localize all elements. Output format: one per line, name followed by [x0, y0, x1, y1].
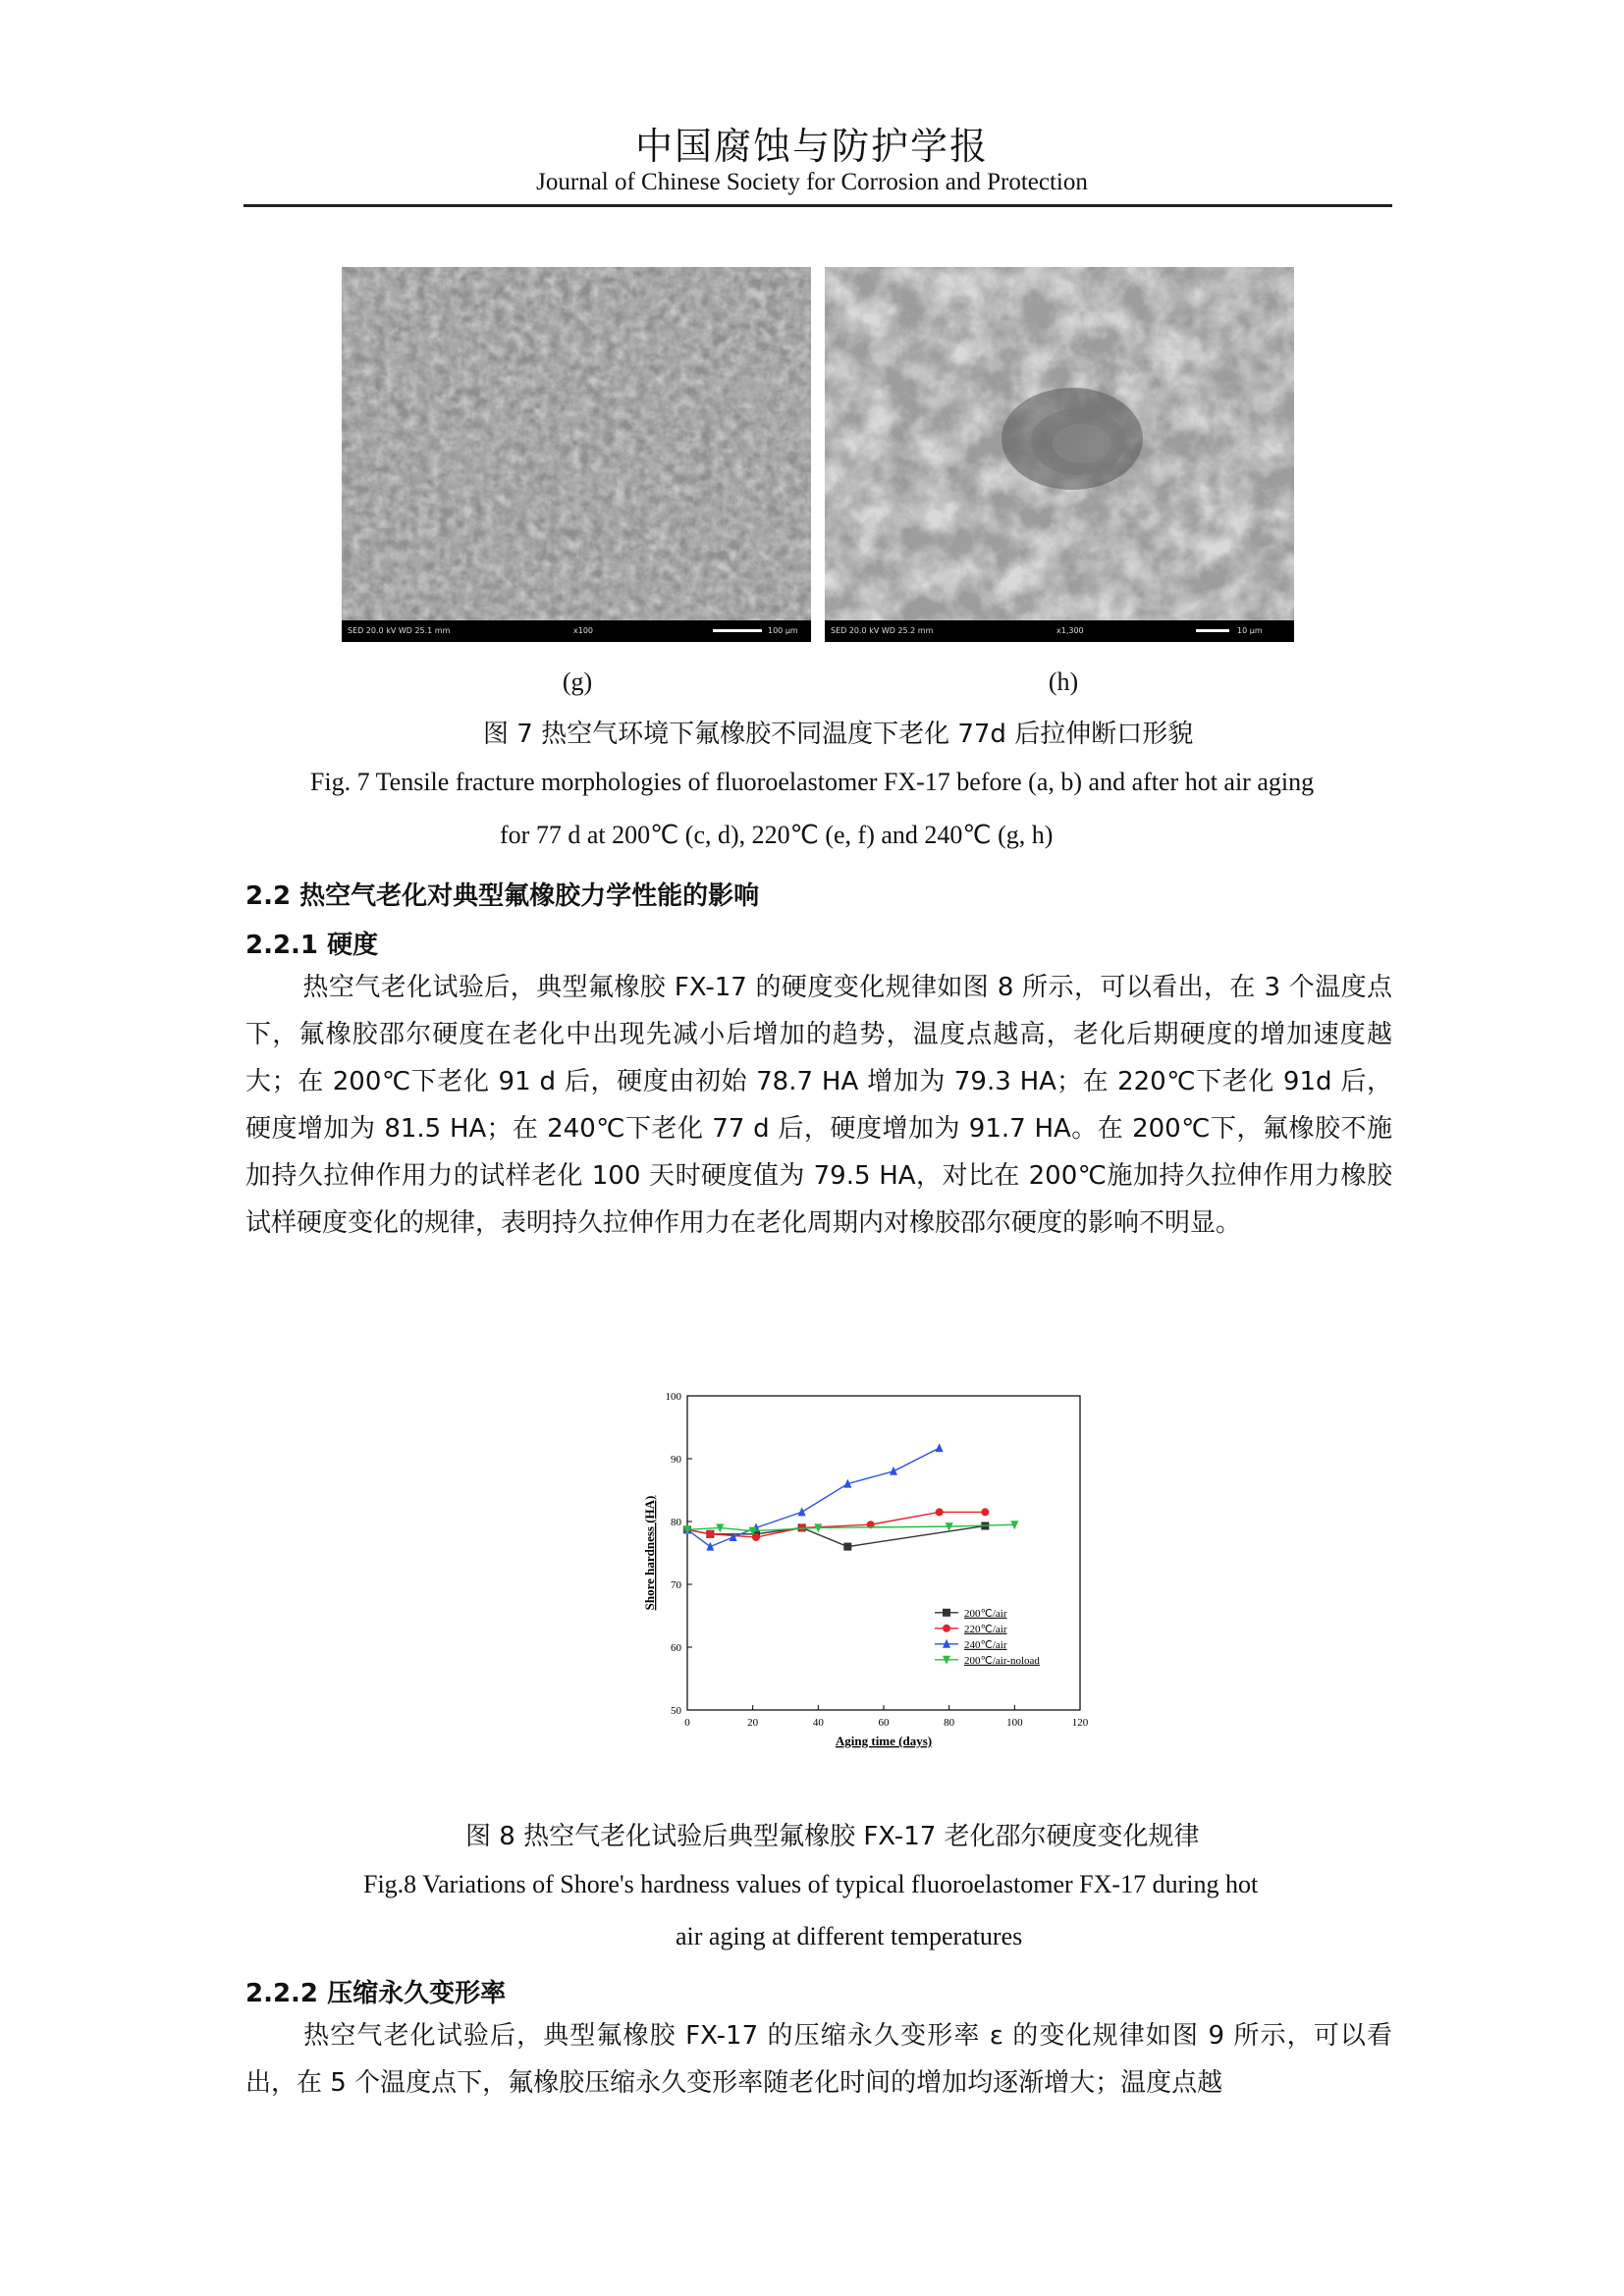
sem-mag-g: x100	[573, 626, 594, 635]
scale-bar-h	[1196, 629, 1229, 632]
fig7-caption-en-line1: Fig. 7 Tensile fracture morphologies of fluoroelastomer FX-17 before (a, b) and after hot air aging	[309, 768, 1315, 796]
y-tick-label-2: 70	[671, 1579, 681, 1591]
series-1-point-1	[706, 1530, 714, 1538]
y-axis-label: Shore hardness (HA)	[642, 1495, 657, 1611]
panel-label-h: (h)	[1048, 667, 1079, 696]
paragraph-hardness-text: 热空气老化试验后，典型氟橡胶 FX-17 的硬度变化规律如图 8 所示，可以看出，在 3 个温度点下，氟橡胶邵尔硬度在老化中出现先减小后增加的趋势，温度点越高，老化后期硬度的增加速度越大；在 200℃下老化 91 d 后，硬度由初始 78.7 HA 增加为 79.3 HA；在 220℃下老化 91d 后，硬度增加为 81.5 HA；在 240℃下老化 77 d 后，硬度增加为 91.7 HA。在 200℃下，氟橡胶不施加持久拉伸作用力的试样老化 100 天时硬度值为 79.5 HA，对比在 200℃施加持久拉伸作用力橡胶试样硬度变化的规律，表明持久拉伸作用力在老化周期内对橡胶邵尔硬度的影响不明显。	[245, 973, 1392, 1238]
legend-label-0: 200℃/air	[964, 1607, 1007, 1620]
sem-scale-h: 10 μm	[1237, 626, 1263, 635]
x-tick-label-5: 100	[1006, 1717, 1023, 1729]
y-tick-label-5: 100	[665, 1391, 681, 1403]
scale-bar-g	[713, 629, 762, 632]
series-1-point-5	[936, 1508, 944, 1516]
legend-label-2: 240℃/air	[964, 1638, 1007, 1651]
fig7-caption-cn: 图 7 热空气环境下氟橡胶不同温度下老化 77d 后拉伸断口形貌	[483, 720, 1194, 749]
x-tick-label-3: 60	[878, 1717, 890, 1729]
paragraph-hardness	[245, 964, 1392, 1247]
series-1-point-6	[981, 1508, 989, 1516]
x-tick-label-4: 80	[944, 1717, 955, 1729]
legend-label-3: 200℃/air-noload	[964, 1654, 1040, 1667]
sem-scale-g: 100 μm	[768, 626, 798, 635]
section-heading-2-2: 2.2 热空气老化对典型氟橡胶力学性能的影响	[245, 881, 760, 911]
x-tick-label-2: 40	[812, 1717, 824, 1729]
legend-marker-0	[943, 1609, 950, 1617]
series-0-point-4	[843, 1543, 851, 1551]
x-tick-label-0: 0	[684, 1717, 690, 1729]
fig8-caption-cn: 图 8 热空气老化试验后典型氟橡胶 FX-17 老化邵尔硬度变化规律	[465, 1822, 1200, 1851]
series-2-point-4	[798, 1507, 806, 1516]
section-heading-2-2-1: 2.2.1 硬度	[245, 931, 379, 960]
sem-info-bar-g	[342, 620, 811, 642]
x-tick-label-1: 20	[747, 1717, 759, 1729]
x-tick-label-6: 120	[1071, 1717, 1089, 1729]
series-2-point-7	[936, 1443, 944, 1452]
legend-label-1: 220℃/air	[964, 1623, 1007, 1635]
section-heading-2-2-2: 2.2.2 压缩永久变形率	[245, 1979, 507, 2008]
journal-title-en: Journal of Chinese Society for Corrosion and Protection	[536, 169, 1088, 195]
panel-label-g: (g)	[562, 667, 593, 696]
series-2-point-6	[890, 1467, 897, 1475]
y-tick-label-4: 90	[671, 1454, 681, 1466]
sem-info-g: SED 20.0 kV WD 25.1 mm	[348, 626, 451, 635]
sem-info-h: SED 20.0 kV WD 25.2 mm	[831, 626, 934, 635]
header-rule	[244, 204, 1392, 207]
y-tick-label-0: 50	[671, 1705, 681, 1717]
sem-texture-g	[342, 267, 811, 642]
sem-texture-h	[825, 267, 1294, 642]
fig8-caption-en-line1: Fig.8 Variations of Shore's hardness values of typical fluoroelastomer FX-17 during hot	[363, 1870, 1259, 1898]
fig8-caption-en-line2: air aging at different temperatures	[676, 1922, 1023, 1950]
y-tick-label-1: 60	[671, 1642, 681, 1654]
y-tick-label-3: 80	[671, 1517, 681, 1528]
hardness-chart	[628, 1384, 1100, 1767]
sem-image-g	[342, 267, 811, 642]
sem-mag-h: x1,300	[1056, 626, 1084, 635]
fig7-caption-en-line2: for 77 d at 200℃ (c, d), 220℃ (e, f) and 240℃ (g, h)	[500, 821, 1054, 849]
paragraph-compression-text: 热空气老化试验后，典型氟橡胶 FX-17 的压缩永久变形率 ε 的变化规律如图 9 所示，可以看出，在 5 个温度点下，氟橡胶压缩永久变形率随老化时间的增加均逐渐增大；温度点越	[245, 2021, 1392, 2098]
sem-info-bar-h	[825, 620, 1294, 642]
paragraph-compression	[245, 2012, 1392, 2107]
x-axis-label: Aging time (days)	[835, 1734, 933, 1748]
sem-image-h	[825, 267, 1294, 642]
legend-marker-1	[943, 1625, 950, 1632]
journal-title-cn: 中国腐蚀与防护学报	[634, 125, 989, 168]
